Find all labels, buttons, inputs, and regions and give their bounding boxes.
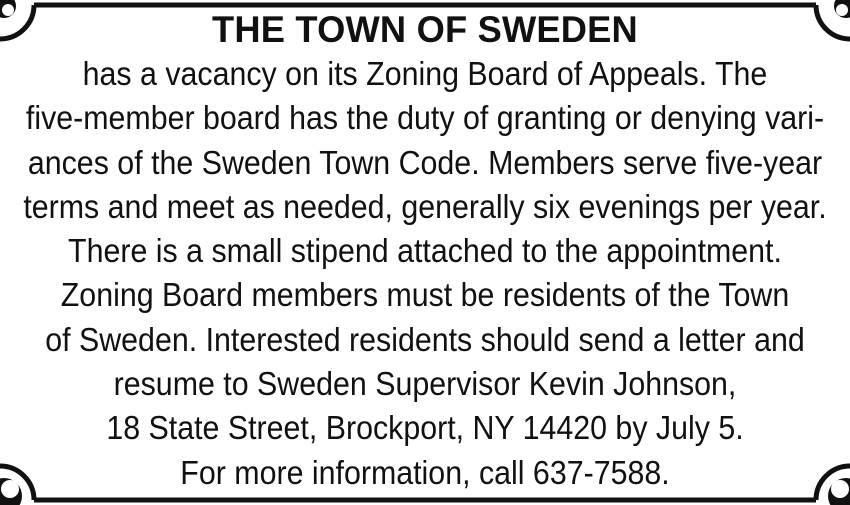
notice-line-10: For more information, call 637-7588.: [180, 453, 670, 491]
notice-line-7: of Sweden. Interested residents should send a letter and: [45, 320, 805, 358]
notice-line-4: terms and meet as needed, generally six evenings per year.: [23, 187, 827, 225]
notice-line-2: five-member board has the duty of granting or denying vari-: [25, 99, 825, 137]
notice-line-5: There is a small stipend attached to the appointment.: [68, 232, 782, 270]
notice-line-8: resume to Sweden Supervisor Kevin Johnson,: [113, 365, 737, 403]
notice-line-6: Zoning Board members must be residents of the Town: [60, 276, 790, 314]
notice-headline: THE TOWN OF SWEDEN: [212, 9, 638, 50]
notice-line-9: 18 State Street, Brockport, NY 14420 by July 5.: [106, 409, 744, 447]
notice-line-1: has a vacancy on its Zoning Board of Appeals. The: [82, 55, 768, 92]
notice-body: [0, 8, 850, 495]
notice-line-3: ances of the Sweden Town Code. Members serve five-year: [27, 143, 823, 181]
